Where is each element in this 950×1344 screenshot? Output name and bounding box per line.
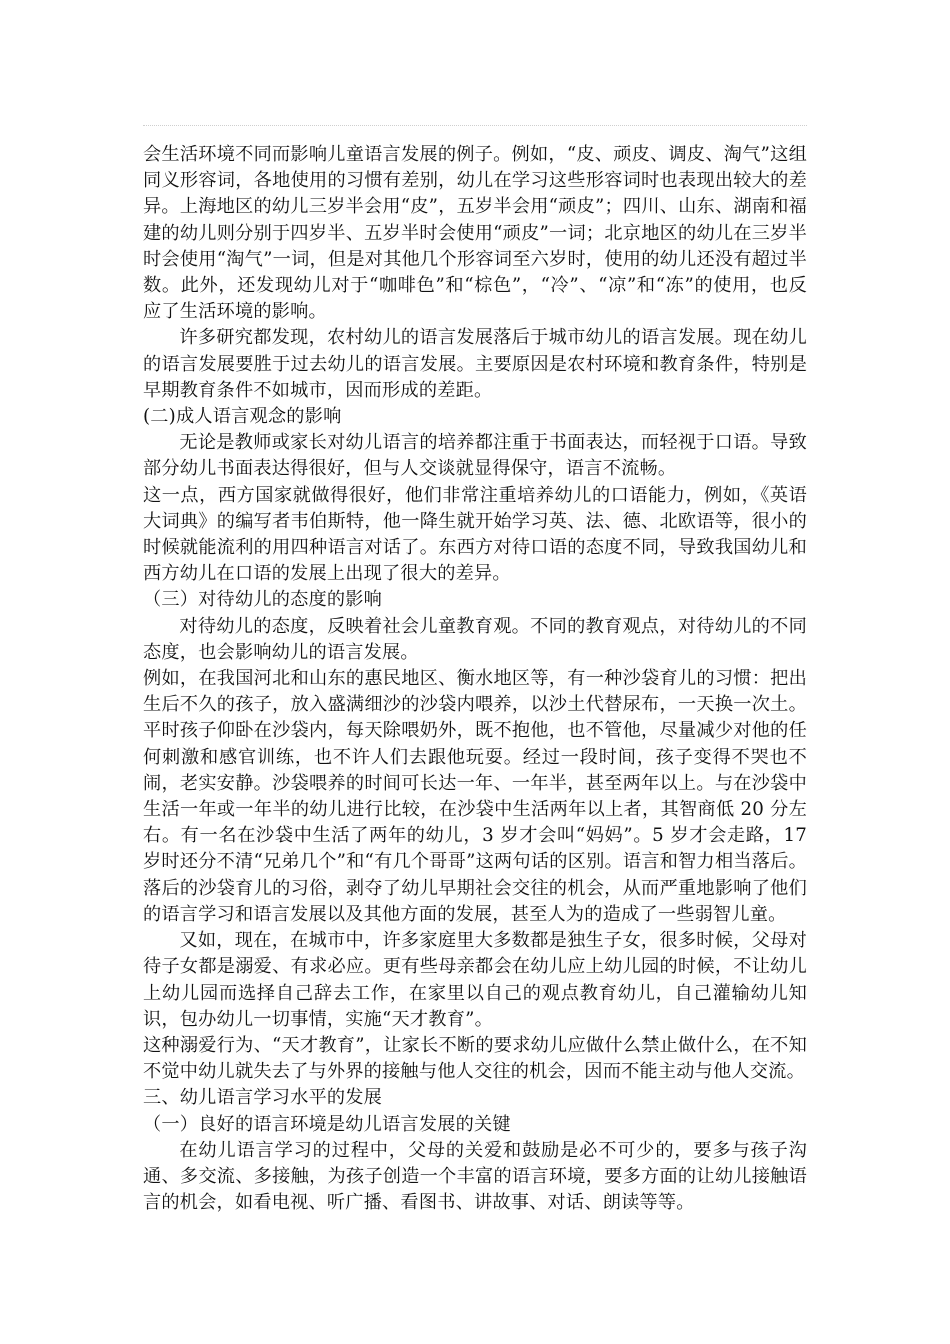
chapter-heading: 三、幼儿语言学习水平的发展: [143, 1087, 383, 1109]
section-heading: （三）对待幼儿的态度的影响: [143, 589, 383, 611]
paragraph: 会生活环境不同而影响儿童语言发展的例子。例如，“皮、顽皮、调皮、淘气”这组同义形容词，各地使用的习惯有差别，幼儿在学习这些形容词时也表现出较大的差异。上海地区的幼儿三岁半会用“皮”，五岁半会用“顽皮”；四川、山东、湖南和福建的幼儿则分别于四岁半、五岁半时会使用“顽皮”一词；北京地区的幼儿在三岁半时会使用“淘气”一词，但是对其他几个形容词至六岁时，使用的幼儿还没有超过半数。此外，还发现幼儿对于“咖啡色”和“棕色”，“冷”、“凉”和“冻”的使用，也反应了生活环境的影响。: [143, 144, 807, 323]
paragraph: 这一点，西方国家就做得很好，他们非常注重培养幼儿的口语能力，例如，《英语大词典》的编写者韦伯斯特，他一降生就开始学习英、法、德、北欧语等，很小的时候就能流利的用四种语言对话了。东西方对待口语的态度不同，导致我国幼儿和西方幼儿在口语的发展上出现了很大的差异。: [143, 484, 807, 585]
paragraph: 无论是教师或家长对幼儿语言的培养都注重于书面表达，而轻视于口语。导致部分幼儿书面表达得很好，但与人交谈就显得保守，语言不流畅。: [143, 432, 807, 480]
section-heading: (二)成人语言观念的影响: [143, 406, 342, 428]
header-divider: [143, 125, 807, 126]
section-heading: （一）良好的语言环境是幼儿语言发展的关键: [143, 1113, 511, 1135]
paragraph: 许多研究都发现，农村幼儿的语言发展落后于城市幼儿的语言发展。现在幼儿的语言发展要胜于过去幼儿的语言发展。主要原因是农村环境和教育条件，特别是早期教育条件不如城市，因而形成的差距。: [143, 327, 807, 401]
paragraph: 又如，现在，在城市中，许多家庭里大多数都是独生子女，很多时候，父母对待子女都是溺爱、有求必应。更有些母亲都会在幼儿应上幼儿园的时候，不让幼儿上幼儿园而选择自己辞去工作，在家里以自己的观点教育幼儿，自己灌输幼儿知识，包办幼儿一切事情，实施“天才教育”。: [143, 930, 807, 1030]
paragraph: 例如，在我国河北和山东的惠民地区、衡水地区等，有一种沙袋育儿的习惯：把出生后不久的孩子，放入盛满细沙的沙袋内喂养，以沙土代替尿布，一天换一次土。平时孩子仰卧在沙袋内，每天除喂奶外，既不抱他，也不管他，尽量减少对他的任何刺激和感官训练，也不许人们去跟他玩耍。经过一段时间，孩子变得不哭也不闹，老实安静。沙袋喂养的时间可长达一年、一年半，甚至两年以上。与在沙袋中生活一年或一年半的幼儿进行比较，在沙袋中生活两年以上者，其智商低 20 分左右。有一名在沙袋中生活了两年的幼儿，3 岁才会叫“妈妈”。5 岁才会走路，17 岁时还分不清“兄弟几个”和“有几个哥哥”这两句话的区别。语言和智力相当落后。落后的沙袋育儿的习俗，剥夺了幼儿早期社会交往的机会，从而严重地影响了他们的语言学习和语言发展以及其他方面的发展，甚至人为的造成了一些弱智儿童。: [143, 668, 807, 925]
paragraph: 这种溺爱行为、“天才教育”，让家长不断的要求幼儿应做什么禁止做什么，在不知不觉中幼儿就失去了与外界的接触与他人交往的机会，因而不能主动与他人交流。: [143, 1034, 807, 1083]
paragraph: 在幼儿语言学习的过程中，父母的关爱和鼓励是必不可少的，要多与孩子沟通、多交流、多接触，为孩子创造一个丰富的语言环境，要多方面的让幼儿接触语言的机会，如看电视、听广播、看图书、讲故事、对话、朗读等等。: [143, 1139, 807, 1214]
paragraph: 对待幼儿的态度，反映着社会儿童教育观。不同的教育观点，对待幼儿的不同态度，也会影响幼儿的语言发展。: [143, 615, 807, 663]
document-body: [143, 142, 807, 1216]
